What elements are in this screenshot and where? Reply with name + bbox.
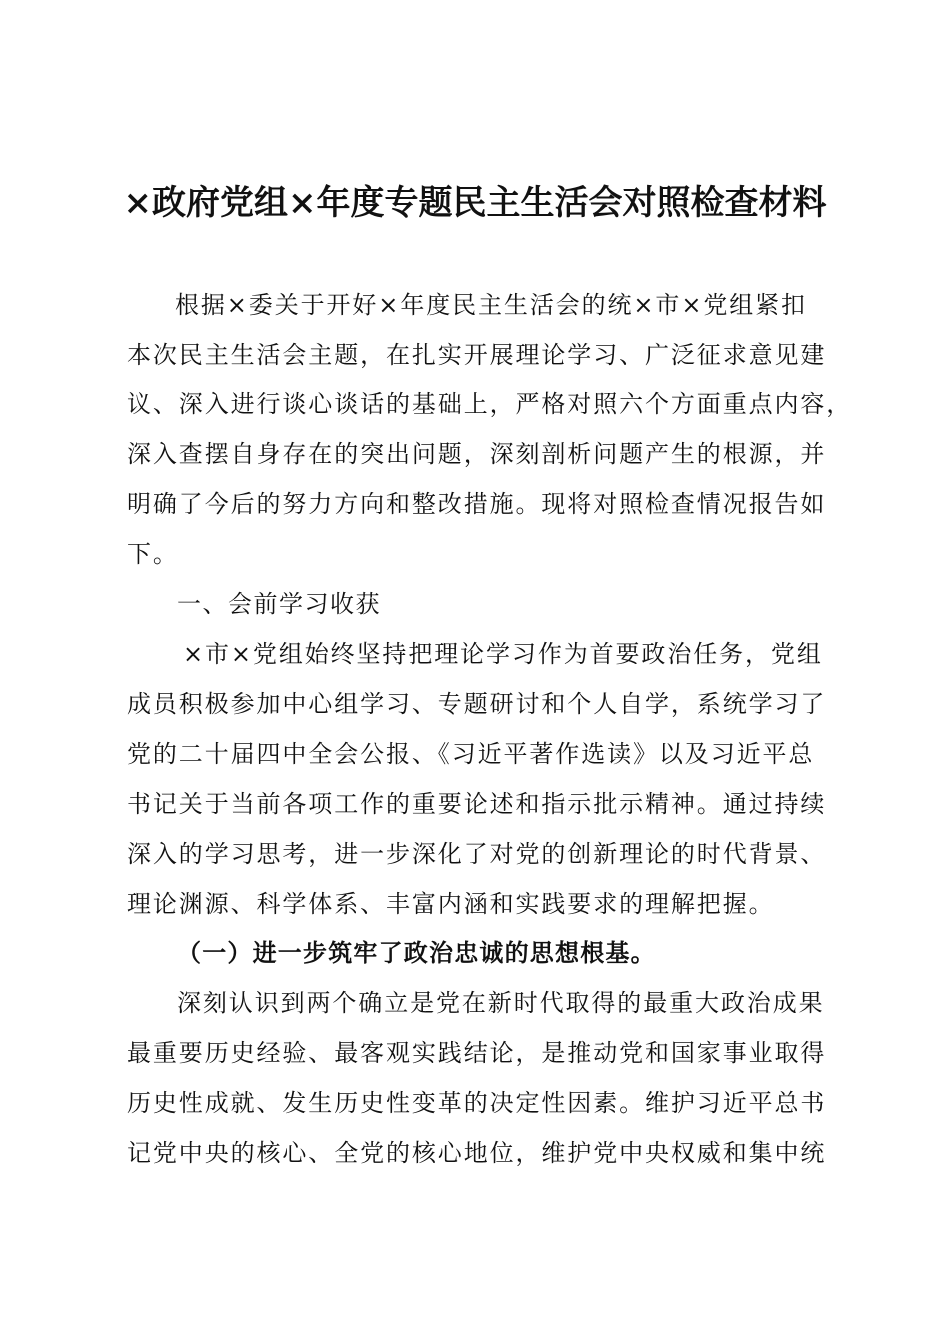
section1-line-2: 成员积极参加中心组学习、专题研讨和个人自学，系统学习了 bbox=[127, 690, 827, 718]
subsection1-line-1: 深刻认识到两个确立是党在新时代取得的最重大政治成果 bbox=[177, 989, 825, 1017]
document-title: ×政府党组×年度专题民主生活会对照检查材料 bbox=[123, 183, 827, 223]
intro-line-4: 深入查摆自身存在的突出问题，深刻剖析问题产生的根源，并 bbox=[127, 440, 827, 468]
subsection1-line-4: 记党中央的核心、全党的核心地位，维护党中央权威和集中统 bbox=[127, 1139, 827, 1167]
subsection-heading-1: （一）进一步筑牢了政治忠诚的思想根基。 bbox=[177, 938, 656, 967]
section1-line-3: 党的二十届四中全会公报、《习近平著作选读》以及习近平总 bbox=[127, 740, 815, 768]
subsection1-line-2: 最重要历史经验、最客观实践结论，是推动党和国家事业取得 bbox=[127, 1039, 827, 1067]
intro-line-2: 本次民主生活会主题，在扎实开展理论学习、广泛征求意见建 bbox=[127, 341, 827, 369]
intro-line-5: 明确了今后的努力方向和整改措施。现将对照检查情况报告如 bbox=[127, 490, 827, 518]
section1-line-1: ×市×党组始终坚持把理论学习作为首要政治任务，党组 bbox=[183, 640, 823, 668]
section1-line-4: 书记关于当前各项工作的重要论述和指示批示精神。通过持续 bbox=[127, 790, 827, 818]
intro-line-6: 下。 bbox=[127, 540, 179, 568]
section1-line-5: 深入的学习思考，进一步深化了对党的创新理论的时代背景、 bbox=[127, 840, 827, 868]
intro-line-1: 根据×委关于开好×年度民主生活会的统×市×党组紧扣 bbox=[175, 291, 807, 319]
section-heading-1: 一、会前学习收获 bbox=[177, 590, 381, 618]
section1-line-6: 理论渊源、科学体系、丰富内涵和实践要求的理解把握。 bbox=[127, 890, 775, 918]
subsection1-line-3: 历史性成就、发生历史性变革的决定性因素。维护习近平总书 bbox=[127, 1089, 827, 1117]
intro-line-3: 议、深入进行谈心谈话的基础上，严格对照六个方面重点内容， bbox=[127, 390, 853, 418]
